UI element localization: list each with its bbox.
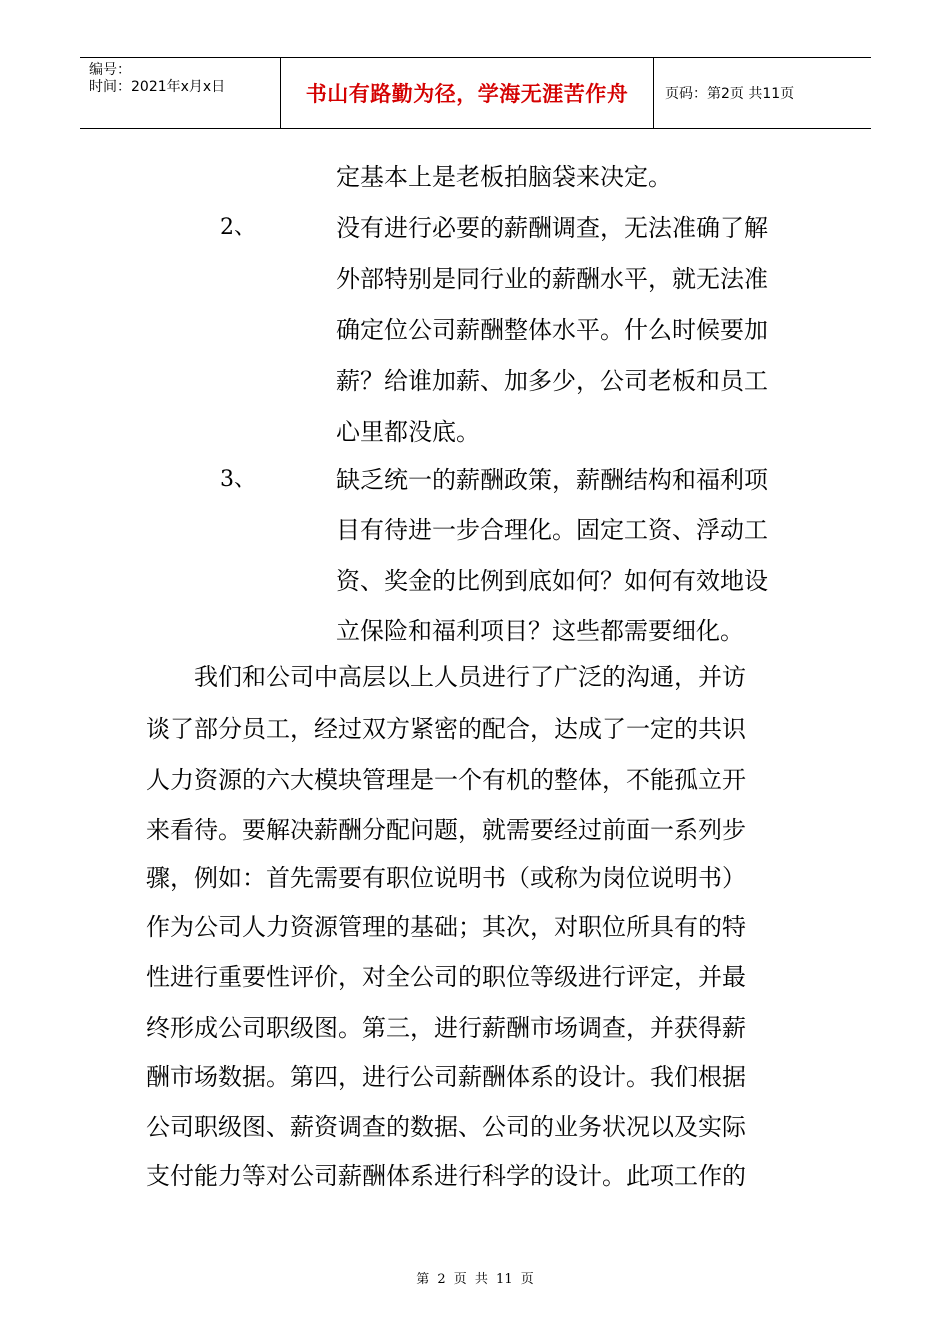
list-item-number: 2、	[220, 215, 256, 240]
header-page-info: 页码：第2页 共11页	[665, 86, 795, 102]
header-motto: 书山有路勤为径，学海无涯苦作舟	[281, 58, 654, 128]
list-item-line: 目有待进一步合理化。固定工资、浮动工	[336, 516, 768, 544]
paragraph-line: 公司职级图、薪资调查的数据、公司的业务状况以及实际	[146, 1113, 746, 1141]
list-item-line: 立保险和福利项目？这些都需要细化。	[336, 617, 744, 645]
paragraph-line: 性进行重要性评价，对全公司的职位等级进行评定，并最	[146, 963, 746, 991]
date-label: 时间：2021年x月x日	[89, 79, 226, 95]
paragraph-line: 骤，例如：首先需要有职位说明书（或称为岗位说明书）	[146, 864, 746, 892]
list-item-line: 资、奖金的比例到底如何？如何有效地设	[336, 567, 768, 595]
paragraph-line: 来看待。要解决薪酬分配问题，就需要经过前面一系列步	[146, 816, 746, 844]
paragraph-line: 作为公司人力资源管理的基础；其次，对职位所具有的特	[146, 913, 746, 941]
list-item-line: 外部特别是同行业的薪酬水平，就无法准	[336, 265, 768, 293]
list-item-line: 缺乏统一的薪酬政策，薪酬结构和福利项	[336, 466, 768, 494]
list-item-number: 3、	[220, 467, 256, 492]
page-header	[80, 57, 871, 129]
list-item-line: 薪？给谁加薪、加多少，公司老板和员工	[336, 367, 768, 395]
list-item-line: 没有进行必要的薪酬调查，无法准确了解	[336, 214, 768, 242]
paragraph-line: 终形成公司职级图。第三，进行薪酬市场调查，并获得薪	[146, 1014, 746, 1042]
serial-label: 编号：	[89, 62, 131, 78]
paragraph-line: 酬市场数据。第四，进行公司薪酬体系的设计。我们根据	[146, 1063, 746, 1091]
paragraph-line: 支付能力等对公司薪酬体系进行科学的设计。此项工作的	[146, 1162, 746, 1190]
header-meta	[80, 58, 281, 128]
paragraph-line: 人力资源的六大模块管理是一个有机的整体，不能孤立开	[146, 766, 746, 794]
page-footer: 第 2 页 共 11 页	[416, 1272, 534, 1287]
list-item-line: 心里都没底。	[336, 418, 480, 446]
list-item-line: 定基本上是老板拍脑袋来决定。	[336, 163, 672, 191]
paragraph-line: 谈了部分员工，经过双方紧密的配合，达成了一定的共识	[146, 715, 746, 743]
list-item-line: 确定位公司薪酬整体水平。什么时候要加	[336, 316, 768, 344]
paragraph-line: 我们和公司中高层以上人员进行了广泛的沟通，并访	[146, 663, 746, 691]
